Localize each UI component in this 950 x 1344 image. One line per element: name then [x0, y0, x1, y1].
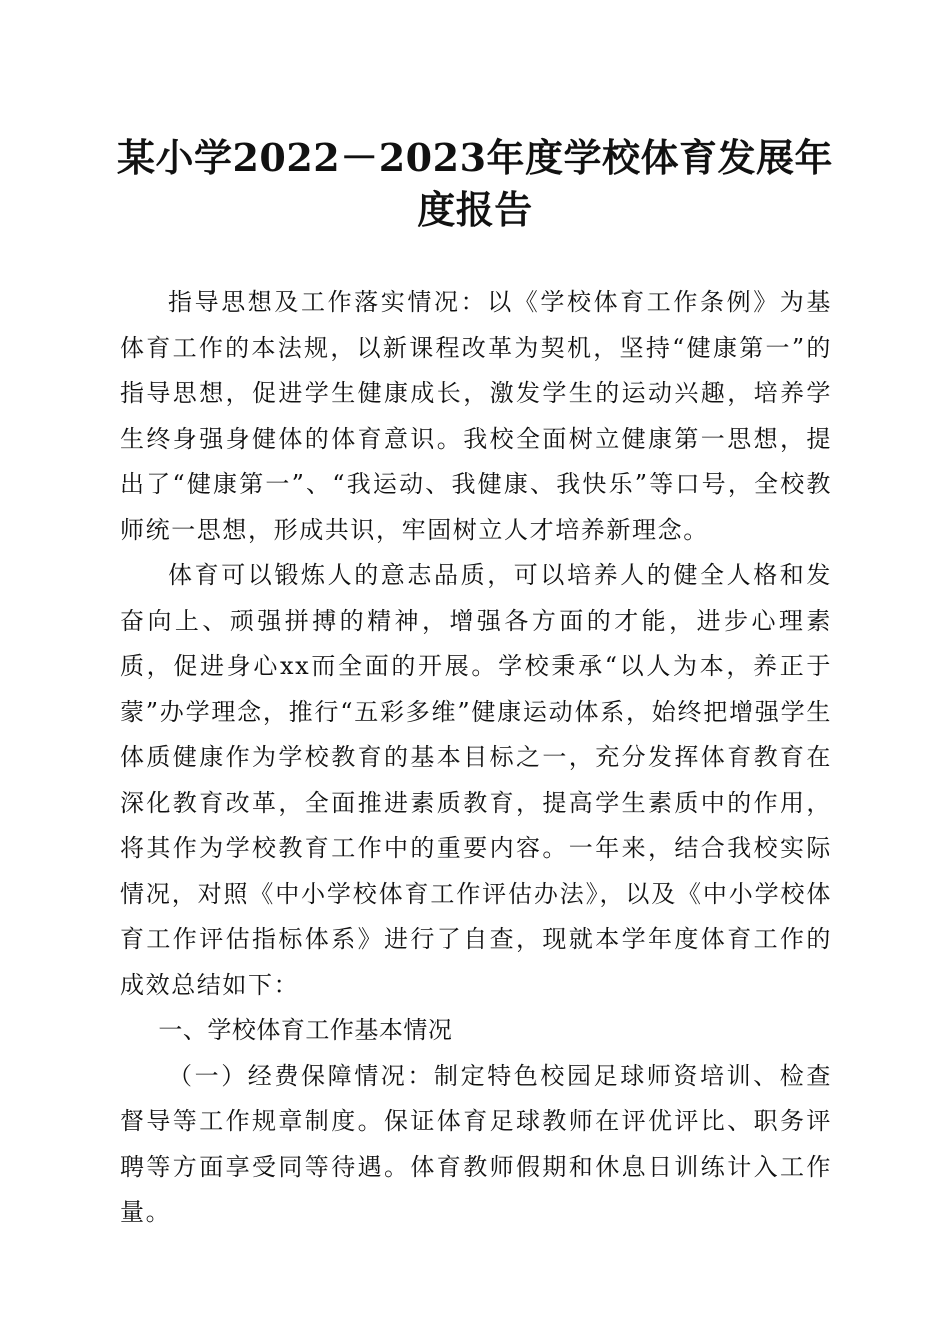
paragraph-funding: （一）经费保障情况：制定特色校园足球师资培训、检查督导等工作规章制度。保证体育足球教师在评优评比、职务评聘等方面享受同等待遇。体育教师假期和休息日训练计入工作量。	[120, 1061, 832, 1226]
section-heading: 一、学校体育工作基本情况	[158, 1016, 453, 1044]
document-body	[120, 280, 832, 1236]
paragraph-sports-value: 体育可以锻炼人的意志品质，可以培养人的健全人格和发奋向上、顽强拼搏的精神，增强各方面的才能，进步心理素质，促进身心xx而全面的开展。学校秉承“以人为本，养正于蒙”办学理念，推行“五彩多维”健康运动体系，始终把增强学生体质健康作为学校教育的基本目标之一，充分发挥体育教育在深化教育改革，全面推进素质教育，提高学生素质中的作用，将其作为学校教育工作中的重要内容。一年来，结合我校实际情况，对照《中小学校体育工作评估办法》，以及《中小学校体育工作评估指标体系》进行了自查，现就本学年度体育工作的成效总结如下：	[120, 561, 832, 999]
paragraph-guiding-ideology: 指导思想及工作落实情况：以《学校体育工作条例》为基体育工作的本法规，以新课程改革为契机，坚持“健康第一”的指导思想，促进学生健康成长，激发学生的运动兴趣，培养学生终身强身健体的体育意识。我校全面树立健康第一思想，提出了“健康第一”、“我运动、我健康、我快乐”等口号，全校教师统一思想，形成共识，牢固树立人才培养新理念。	[120, 288, 832, 544]
document-title: 某小学2022－2023年度学校体育发展年度报告	[116, 135, 834, 232]
